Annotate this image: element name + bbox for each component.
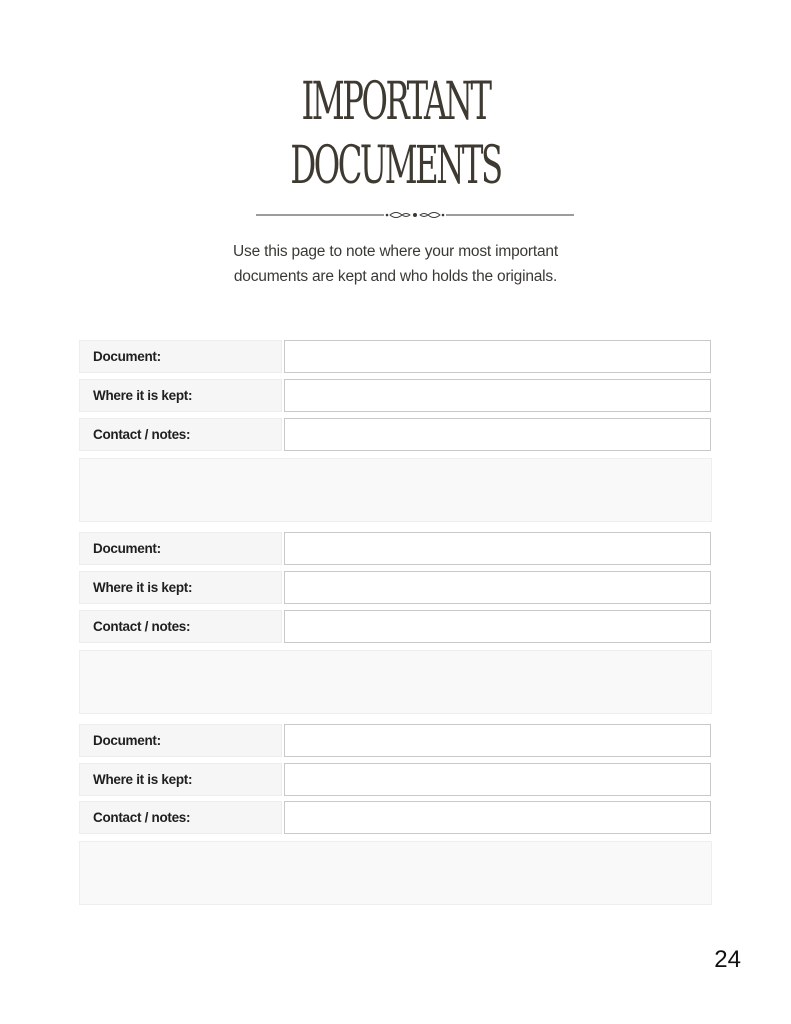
location-field[interactable] xyxy=(284,763,711,796)
document-row xyxy=(79,724,712,757)
location-field[interactable] xyxy=(284,379,711,412)
page-title-line1: IMPORTANT xyxy=(301,72,490,132)
document-field[interactable] xyxy=(284,724,711,757)
location-row xyxy=(79,763,712,796)
document-field[interactable] xyxy=(284,340,711,373)
location-field[interactable] xyxy=(284,571,711,604)
document-label: Document: xyxy=(79,724,282,757)
contact-field[interactable] xyxy=(284,418,711,451)
location-row xyxy=(79,379,712,412)
contact-field[interactable] xyxy=(284,801,711,834)
contact-label: Contact / notes: xyxy=(79,610,282,643)
subtitle-line2: documents are kept and who holds the originals. xyxy=(233,268,558,285)
contact-row xyxy=(79,610,712,643)
contact-row xyxy=(79,801,712,834)
location-label: Where it is kept: xyxy=(79,763,282,796)
document-row xyxy=(79,340,712,373)
contact-label: Contact / notes: xyxy=(79,801,282,834)
notes-box[interactable] xyxy=(79,650,712,714)
notes-box[interactable] xyxy=(79,458,712,522)
document-field[interactable] xyxy=(284,532,711,565)
contact-row xyxy=(79,418,712,451)
contact-field[interactable] xyxy=(284,610,711,643)
subtitle-line1: Use this page to note where your most important xyxy=(233,243,558,260)
notes-box[interactable] xyxy=(79,841,712,905)
page-title-line2: DOCUMENTS xyxy=(290,136,501,196)
document-label: Document: xyxy=(79,340,282,373)
location-row xyxy=(79,571,712,604)
page-number: 24 xyxy=(714,946,741,973)
document-row xyxy=(79,532,712,565)
document-label: Document: xyxy=(79,532,282,565)
location-label: Where it is kept: xyxy=(79,571,282,604)
location-label: Where it is kept: xyxy=(79,379,282,412)
contact-label: Contact / notes: xyxy=(79,418,282,451)
ornamental-divider-icon xyxy=(234,205,576,225)
